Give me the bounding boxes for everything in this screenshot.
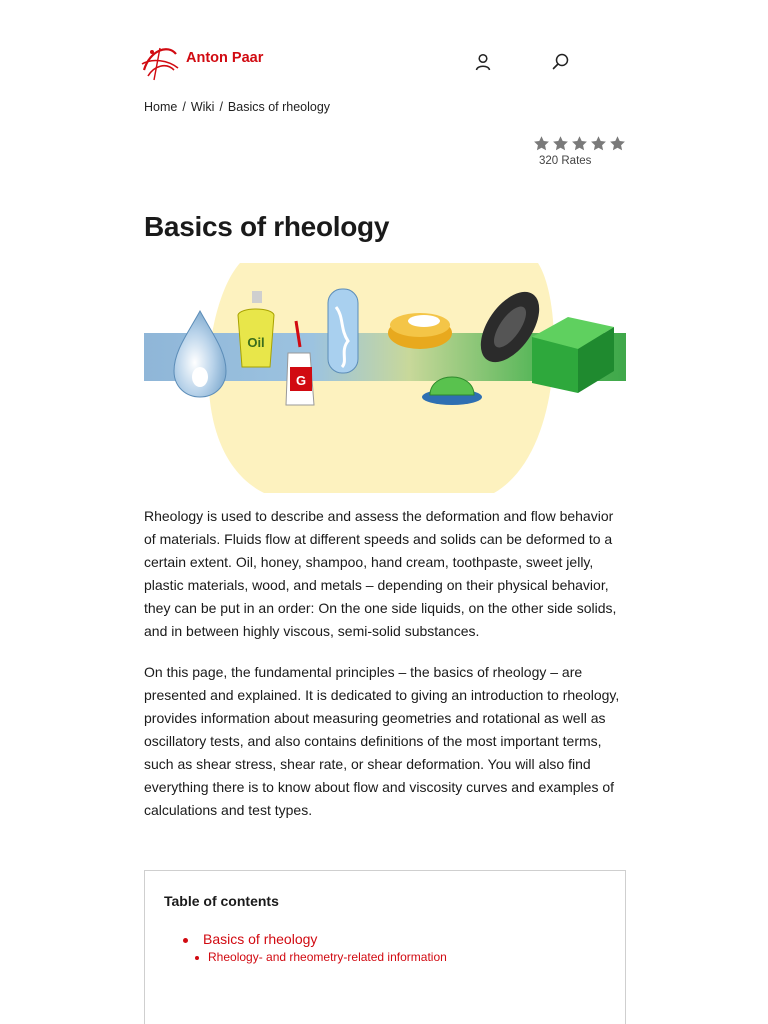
star-icon[interactable] bbox=[571, 135, 588, 152]
toc-item-basics-of-rheology[interactable] bbox=[183, 931, 447, 964]
breadcrumb-current: Basics of rheology bbox=[227, 100, 331, 114]
star-icon[interactable] bbox=[590, 135, 607, 152]
oil-label: Oil bbox=[247, 335, 265, 350]
rheology-materials-illustration bbox=[144, 263, 626, 493]
toc-title: Table of contents bbox=[164, 893, 279, 909]
breadcrumb bbox=[144, 100, 330, 114]
star-icon[interactable] bbox=[609, 135, 626, 152]
site-header bbox=[0, 0, 768, 95]
rates-count: 320 Rates bbox=[539, 155, 592, 167]
user-icon bbox=[473, 52, 493, 72]
table-of-contents bbox=[144, 870, 626, 1024]
breadcrumb-separator: / bbox=[182, 100, 186, 114]
anton-paar-logo-icon bbox=[138, 40, 182, 84]
intro-paragraph: Rheology is used to describe and assess the deformation and flow behavior of materials. Fluids flow at different speeds and solids can be deformed to a certain extent. Oil, honey, shampoo, hand cream, toothpaste, sweet jelly, plastic materials, wood, and metals – depending on their physical behavior, they can be put in an order: On the one side liquids, on the other side solids, and in between highly viscous, semi-solid substances. bbox=[144, 508, 617, 639]
breadcrumb-home[interactable]: Home bbox=[144, 100, 178, 114]
breadcrumb-separator: / bbox=[219, 100, 223, 114]
star-icon[interactable] bbox=[552, 135, 569, 152]
star-rating[interactable] bbox=[533, 135, 628, 152]
account-button[interactable] bbox=[473, 52, 493, 72]
toc-sublist bbox=[195, 950, 447, 964]
toc-subitem-rheometry-info[interactable]: Rheology- and rheometry-related information bbox=[195, 950, 447, 964]
search-icon bbox=[551, 52, 571, 72]
star-icon[interactable] bbox=[533, 135, 550, 152]
hero-illustration bbox=[144, 263, 626, 493]
page-title: Basics of rheology bbox=[144, 211, 390, 242]
toc-list bbox=[183, 931, 447, 964]
search-button[interactable] bbox=[551, 52, 571, 72]
brand-name: Anton Paar bbox=[186, 50, 264, 66]
breadcrumb-wiki[interactable]: Wiki bbox=[190, 100, 215, 114]
toc-item-label[interactable]: Basics of rheology bbox=[203, 931, 318, 947]
brand-logo[interactable] bbox=[138, 40, 263, 84]
overview-paragraph: On this page, the fundamental principles – the basics of rheology – are presented and explained. It is dedicated to giving an introduction to rheology, provides information about measuring geometries and rotational as well as oscillatory tests, and also contains definitions of the most important terms, such as shear stress, shear rate, or shear deformation. You will also find everything there is to know about flow and viscosity curves and examples of calculations and test types. bbox=[144, 664, 620, 818]
rating-widget bbox=[533, 135, 628, 167]
glue-label: G bbox=[295, 373, 307, 388]
